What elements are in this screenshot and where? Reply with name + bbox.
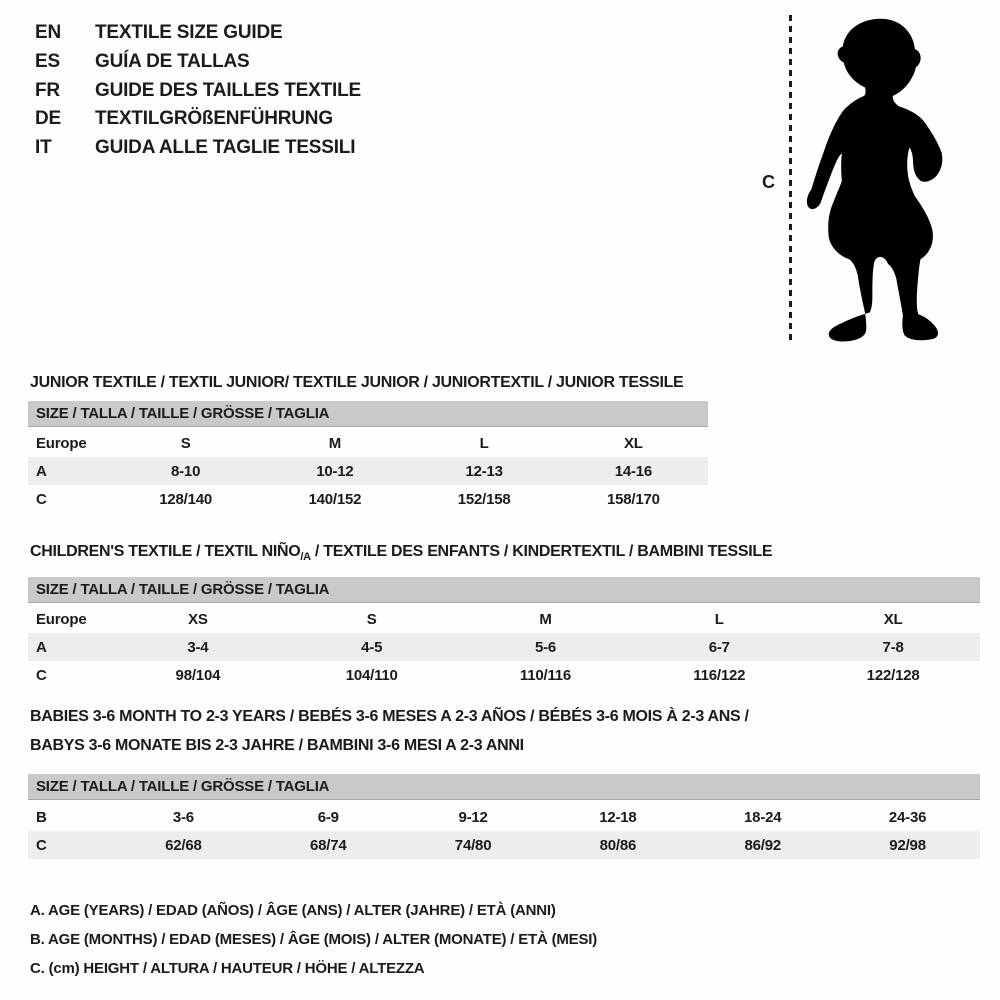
footnote-a: A. AGE (YEARS) / EDAD (AÑOS) / ÂGE (ANS) / ALTER (JAHRE) / ETÀ (ANNI)	[30, 902, 556, 919]
row-label: Europe	[36, 610, 87, 628]
table-row	[28, 831, 980, 859]
size-cell: M	[539, 610, 552, 628]
size-cell: 24-36	[888, 808, 927, 826]
row-label: A	[28, 633, 111, 661]
title-text: / TEXTILE DES ENFANTS / KINDERTEXTIL / BAMBINI TESSILE	[310, 543, 773, 560]
table-row	[28, 485, 708, 513]
size-cell: 12-18	[599, 808, 637, 826]
language-title: GUÍA DE TALLAS	[95, 50, 250, 72]
language-list	[35, 19, 361, 163]
size-cell: XL	[623, 434, 643, 452]
size-cell: 128/140	[159, 490, 213, 508]
size-cell: 9-12	[458, 808, 488, 826]
table-header-children: SIZE / TALLA / TAILLE / GRÖSSE / TAGLIA	[28, 577, 980, 603]
language-row	[35, 77, 361, 106]
size-cell: 92/98	[835, 831, 980, 859]
size-cell: 10-12	[260, 457, 409, 485]
size-cell: 80/86	[545, 831, 690, 859]
table-row	[28, 429, 708, 457]
size-cell: S	[366, 610, 377, 628]
section-title-children	[30, 537, 772, 572]
table-row	[28, 605, 980, 633]
footnote-b: B. AGE (MONTHS) / EDAD (MESES) / ÂGE (MOIS) / ALTER (MONATE) / ETÀ (MESI)	[30, 931, 598, 948]
size-cell: 140/152	[308, 490, 362, 508]
section-title-babies	[30, 702, 749, 760]
size-cell: L	[479, 434, 489, 452]
size-table-junior	[28, 429, 708, 513]
title-subscript: /A	[300, 551, 311, 563]
size-cell: 3-4	[111, 633, 285, 661]
size-cell: 6-9	[317, 808, 339, 826]
table-row	[28, 633, 980, 661]
toddler-silhouette-icon	[803, 13, 951, 347]
title-line: BABYS 3-6 MONATE BIS 2-3 JAHRE / BAMBINI 3-6 MESI A 2-3 ANNI	[30, 737, 524, 754]
size-table-children	[28, 605, 980, 689]
size-cell: 3-6	[172, 808, 194, 826]
row-label: Europe	[36, 434, 87, 452]
height-measure-label: C	[762, 172, 775, 192]
size-table-babies	[28, 803, 980, 859]
row-label: C	[36, 666, 47, 684]
language-code: FR	[35, 79, 60, 101]
size-cell: XL	[883, 610, 903, 628]
size-cell: 74/80	[401, 831, 546, 859]
table-header-junior: SIZE / TALLA / TAILLE / GRÖSSE / TAGLIA	[28, 401, 708, 427]
language-row	[35, 48, 361, 77]
table-row	[28, 457, 708, 485]
language-code: DE	[35, 108, 61, 130]
size-cell: 158/170	[606, 490, 660, 508]
size-cell: 7-8	[806, 633, 980, 661]
title-text: CHILDREN'S TEXTILE / TEXTIL NIÑO	[30, 543, 301, 560]
table-row	[28, 661, 980, 689]
height-dotted-line	[789, 15, 792, 345]
size-cell: 5-6	[459, 633, 633, 661]
size-cell: 152/158	[457, 490, 511, 508]
size-cell: XS	[188, 610, 208, 628]
size-cell: 18-24	[744, 808, 782, 826]
size-cell: 62/68	[111, 831, 256, 859]
size-cell: 104/110	[345, 666, 398, 684]
size-cell: 68/74	[256, 831, 401, 859]
size-cell: 98/104	[175, 666, 221, 684]
row-label: B	[36, 808, 47, 826]
size-cell: 86/92	[690, 831, 835, 859]
footnote-c: C. (cm) HEIGHT / ALTURA / HAUTEUR / HÖHE / ALTEZZA	[30, 960, 425, 977]
language-title: TEXTILGRÖßENFÜHRUNG	[95, 108, 333, 130]
language-row	[35, 105, 361, 134]
size-cell: 122/128	[866, 666, 920, 684]
title-line: BABIES 3-6 MONTH TO 2-3 YEARS / BEBÉS 3-6 MESES A 2-3 AÑOS / BÉBÉS 3-6 MOIS À 2-3 ANS /	[30, 708, 749, 725]
language-code: IT	[35, 137, 52, 159]
row-label: A	[28, 457, 111, 485]
size-cell: 8-10	[111, 457, 260, 485]
size-cell: 116/122	[693, 666, 746, 684]
table-row	[28, 803, 980, 831]
row-label: C	[36, 490, 47, 508]
language-row	[35, 134, 361, 163]
size-cell: S	[180, 434, 191, 452]
language-title: GUIDA ALLE TAGLIE TESSILI	[95, 137, 356, 159]
language-title: TEXTILE SIZE GUIDE	[95, 22, 283, 43]
language-code: EN	[35, 22, 61, 43]
size-cell: 12-13	[410, 457, 559, 485]
language-row	[35, 19, 361, 48]
footnotes	[30, 896, 597, 983]
size-cell: 4-5	[285, 633, 459, 661]
section-title-junior: JUNIOR TEXTILE / TEXTIL JUNIOR/ TEXTILE JUNIOR / JUNIORTEXTIL / JUNIOR TESSILE	[30, 374, 684, 391]
size-cell: 14-16	[559, 457, 708, 485]
table-header-babies: SIZE / TALLA / TAILLE / GRÖSSE / TAGLIA	[28, 774, 980, 800]
language-code: ES	[35, 50, 60, 72]
size-cell: M	[328, 434, 342, 452]
size-cell: 6-7	[632, 633, 806, 661]
size-cell: L	[714, 610, 724, 628]
row-label: C	[28, 831, 111, 859]
size-cell: 110/116	[519, 666, 572, 684]
language-title: GUIDE DES TAILLES TEXTILE	[95, 79, 361, 101]
